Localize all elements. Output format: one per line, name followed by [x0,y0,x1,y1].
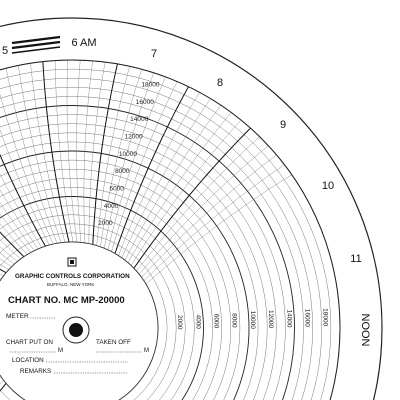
scale-label-lower: 2000 [176,315,184,330]
hour-label: 11 [350,253,362,265]
scale-label-lower: 8000 [230,313,238,328]
scale-label-lower: 16000 [303,308,311,327]
scale-label: 6000 [109,185,124,193]
scale-label-lower: 10000 [248,310,256,329]
center-hole [69,323,83,337]
location-label: LOCATION [12,357,44,364]
hour-label: NOON [359,313,371,347]
put-on-m: M [58,348,63,354]
hour-label: 6 AM [71,37,97,49]
scale-label: 10000 [118,150,137,158]
scale-label: 8000 [115,168,130,176]
stub-label: 5 [2,45,9,57]
meter-label: METER [6,313,29,320]
hour-label: 7 [150,48,158,60]
scale-label: 4000 [103,202,119,210]
scale-label: 14000 [130,116,149,124]
scale-label-lower: 18000 [321,308,329,327]
scale-label: 2000 [98,220,113,228]
chart-number: CHART NO. MC MP-20000 [8,295,125,306]
hour-label: 8 [216,77,224,89]
scale-label-lower: 6000 [212,313,220,329]
chart-put-on-label: CHART PUT ON [6,339,53,346]
scale-label-lower: 12000 [267,310,275,329]
scale-label: 16000 [135,98,154,106]
scale-label: 18000 [141,81,160,89]
scale-label-lower: 14000 [285,309,293,328]
hour-label: 10 [321,180,335,192]
taken-off-m: M [144,348,149,354]
taken-off-label: TAKEN OFF [96,339,131,346]
manufacturer-name: GRAPHIC CONTROLS CORPORATION [15,273,130,280]
remarks-label: REMARKS [20,368,52,375]
manufacturer-logo-inner [70,260,74,264]
scale-label-lower: 4000 [194,314,202,329]
hour-label: 9 [279,119,287,131]
manufacturer-location: BUFFALO, NEW YORK [47,282,95,287]
scale-label: 12000 [124,133,143,141]
